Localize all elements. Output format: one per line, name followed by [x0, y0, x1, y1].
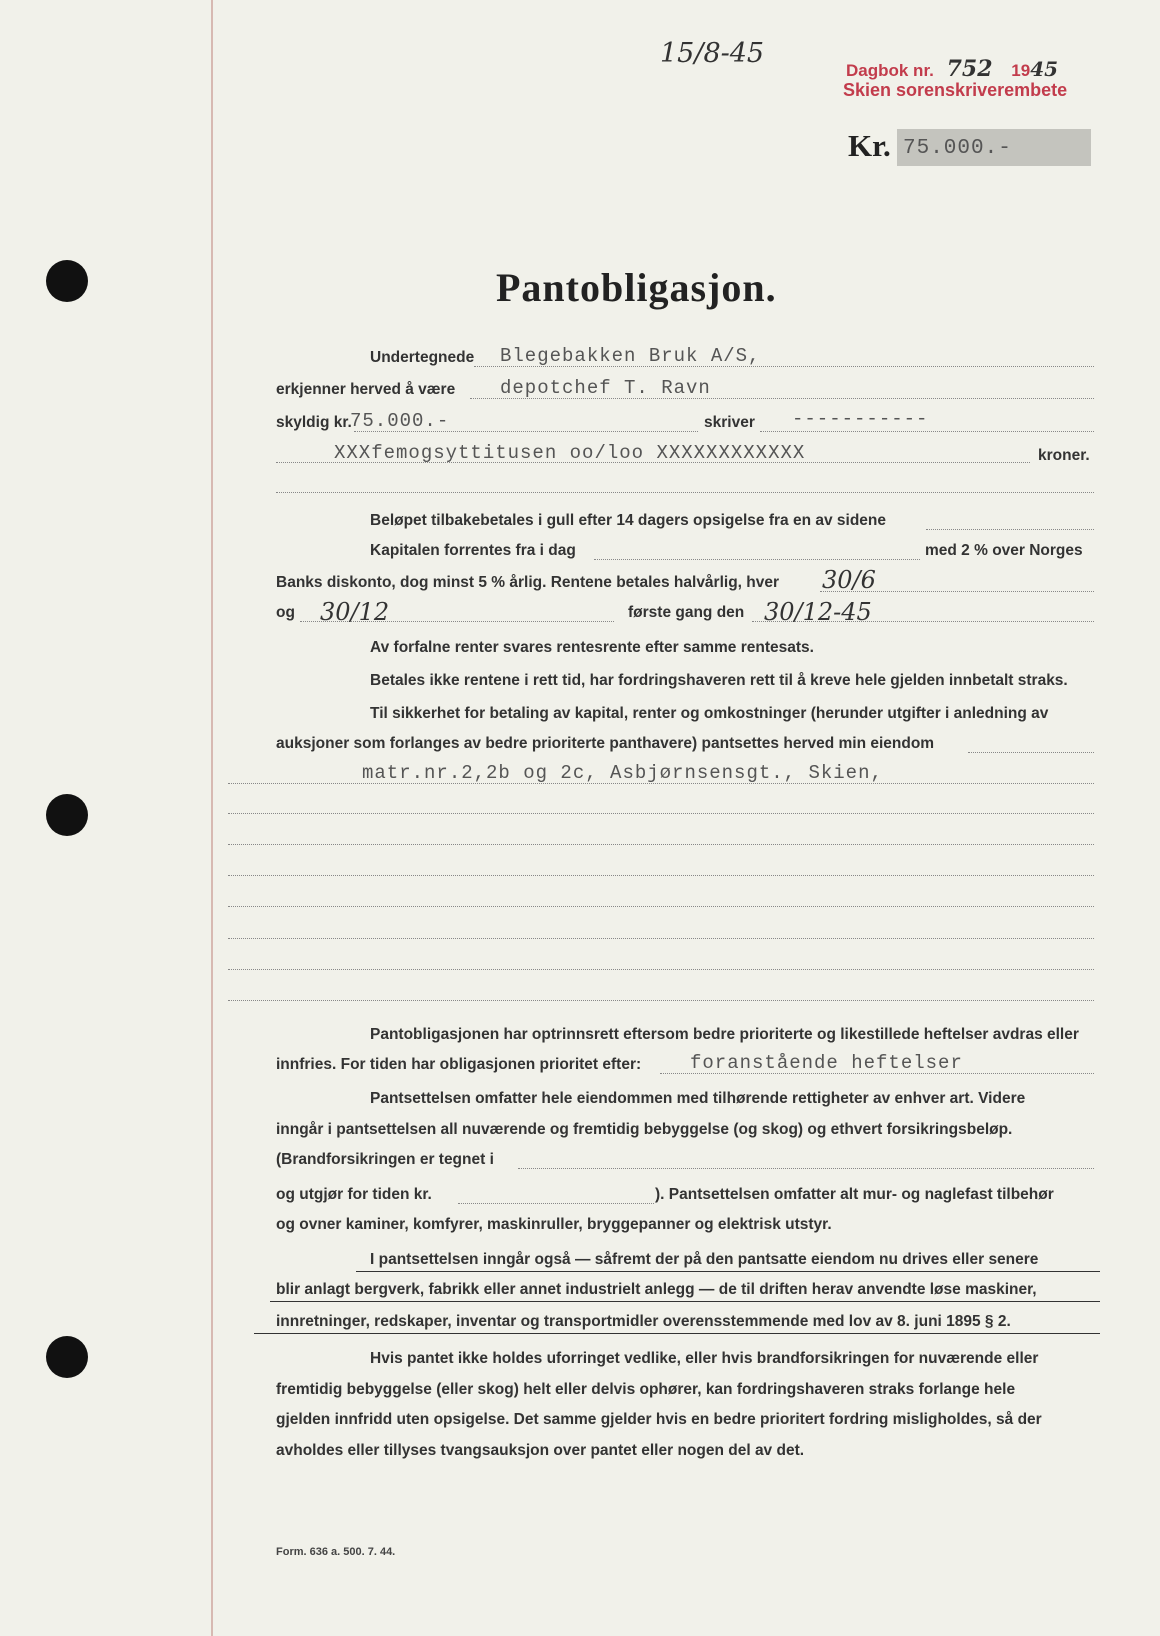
punch-hole-top — [46, 260, 88, 302]
skriver-value: ----------- — [792, 408, 929, 430]
industrial-line-1: I pantsettelsen inngår også — såfremt der på den pantsatte eiendom nu drives eller senere — [370, 1251, 1039, 1268]
property-value: matr.nr.2,2b og 2c, Asbjørnsensgt., Skien, — [362, 762, 883, 784]
erkjenner-label: erkjenner herved å være — [276, 381, 456, 398]
scope-line-4-end: ). Pantsettelsen omfatter alt mur- og naglefast tilbehør — [655, 1186, 1054, 1203]
document-title: Pantobligasjon. — [496, 265, 777, 310]
scope-line-3: (Brandforsikringen er tegnet i — [276, 1151, 494, 1168]
margin-line — [211, 0, 213, 1636]
stamp-dagbok-label: Dagbok nr. — [846, 61, 934, 80]
industrial-underline-2 — [270, 1301, 1100, 1302]
scope-line-4-fill — [458, 1203, 654, 1204]
default-line-3: gjelden innfridd uten opsigelse. Det samme gjelder hvis en bedre prioritert fordring misligholdes, så der — [276, 1411, 1042, 1428]
terms-line-1: Beløpet tilbakebetales i gull efter 14 dagers opsigelse fra en av sidene — [370, 512, 886, 529]
terms-line-5: Av forfalne renter svares rentesrente efter samme rentesats. — [370, 639, 814, 656]
scope-line-1: Pantsettelsen omfatter hele eiendommen med tilhørende rettigheter av enhver art. Videre — [370, 1090, 1026, 1107]
blank-line-8 — [228, 1000, 1094, 1001]
priority-value: foranstående heftelser — [690, 1052, 963, 1074]
terms-line-8-fill — [968, 752, 1094, 753]
punch-hole-bottom — [46, 1336, 88, 1378]
terms-forste-label: første gang den — [628, 604, 745, 621]
terms-line-2-end: med 2 % over Norges — [925, 542, 1083, 559]
skyldig-value: 75.000.- — [350, 410, 450, 432]
kr-label: Kr. — [848, 128, 891, 163]
terms-line-2-fill — [594, 559, 920, 560]
stamp-year-suffix: 45 — [1030, 57, 1059, 81]
terms-line-6: Betales ikke rentene i rett tid, har fordringshaveren rett til å kreve hele gjelden innbetalt straks. — [370, 672, 1068, 689]
priority-line-2: innfries. For tiden har obligasjonen prioritet efter: — [276, 1056, 642, 1073]
blank-line-6 — [228, 938, 1094, 939]
terms-line-2-start: Kapitalen forrentes fra i dag — [370, 542, 576, 559]
blank-line-2 — [228, 813, 1094, 814]
industrial-underline-3 — [254, 1333, 1100, 1334]
stamp-office: Skien sorenskriverembete — [843, 80, 1068, 100]
scope-line-2: inngår i pantsettelsen all nuværende og fremtidig bebyggelse (og skog) og ethvert forsikringsbeløp. — [276, 1121, 1013, 1138]
skriver-line — [760, 431, 1094, 432]
first-payment-date: 30/12-45 — [764, 598, 872, 626]
punch-hole-middle — [46, 794, 88, 836]
blank-line-4 — [228, 875, 1094, 876]
interest-date-1: 30/6 — [822, 566, 876, 594]
default-line-1: Hvis pantet ikke holdes uforringet vedlike, eller hvis brandforsikringen for nuværende eller — [370, 1350, 1039, 1367]
terms-line-8: auksjoner som forlanges av bedre prioriterte panthavere) pantsettes herved min eiendom — [276, 735, 935, 752]
blank-line-1 — [276, 492, 1094, 493]
blank-line-3 — [228, 844, 1094, 845]
industrial-underline-1 — [356, 1271, 1100, 1272]
kr-amount: 75.000.- — [903, 137, 1012, 160]
terms-line-3: Banks diskonto, dog minst 5 % årlig. Rentene betales halvårlig, hver — [276, 574, 780, 591]
undertegnede-value: Blegebakken Bruk A/S, — [500, 345, 761, 367]
stamp-dagbok — [846, 56, 1058, 82]
form-number: Form. 636 a. 500. 7. 44. — [276, 1546, 396, 1558]
amount-words-value: XXXfemogsyttitusen oo/loo XXXXXXXXXXXX — [334, 442, 806, 464]
scope-line-4-start: og utgjør for tiden kr. — [276, 1186, 432, 1203]
industrial-line-3: innretninger, redskaper, inventar og transportmidler overensstemmende med lov av 8. juni 1895 § 2. — [276, 1313, 1011, 1330]
priority-line-1: Pantobligasjonen har optrinnsrett eftersom bedre prioriterte og likestillede heftelser avdras eller — [370, 1026, 1079, 1043]
interest-date-2: 30/12 — [320, 598, 390, 626]
stamp-year-prefix: 19 — [1011, 61, 1031, 80]
blank-line-7 — [228, 969, 1094, 970]
terms-line-1-fill — [926, 529, 1094, 530]
terms-line-7: Til sikkerhet for betaling av kapital, renter og omkostninger (herunder utgifter i anledning av — [370, 705, 1049, 722]
stamp-number: 752 — [946, 56, 993, 82]
erkjenner-value: depotchef T. Ravn — [500, 377, 711, 399]
skriver-label: skriver — [704, 414, 755, 431]
terms-og-label: og — [276, 604, 295, 621]
default-line-4: avholdes eller tillyses tvangsauksjon over pantet eller nogen del av det. — [276, 1442, 805, 1459]
skyldig-label: skyldig kr. — [276, 414, 352, 431]
default-line-2: fremtidig bebyggelse (eller skog) helt eller delvis ophører, kan fordringshaveren straks forlange hele — [276, 1381, 1016, 1398]
scope-line-3-fill — [518, 1168, 1094, 1169]
industrial-line-2: blir anlagt bergverk, fabrikk eller annet industrielt anlegg — de til driften herav anvendte løse maskiner, — [276, 1281, 1037, 1298]
kroner-label: kroner. — [1038, 447, 1090, 464]
blank-line-5 — [228, 906, 1094, 907]
scope-line-5: og ovner kaminer, komfyrer, maskinruller, bryggepanner og elektrisk utstyr. — [276, 1216, 832, 1233]
handwritten-date: 15/8-45 — [660, 38, 765, 69]
undertegnede-label: Undertegnede — [370, 349, 475, 366]
